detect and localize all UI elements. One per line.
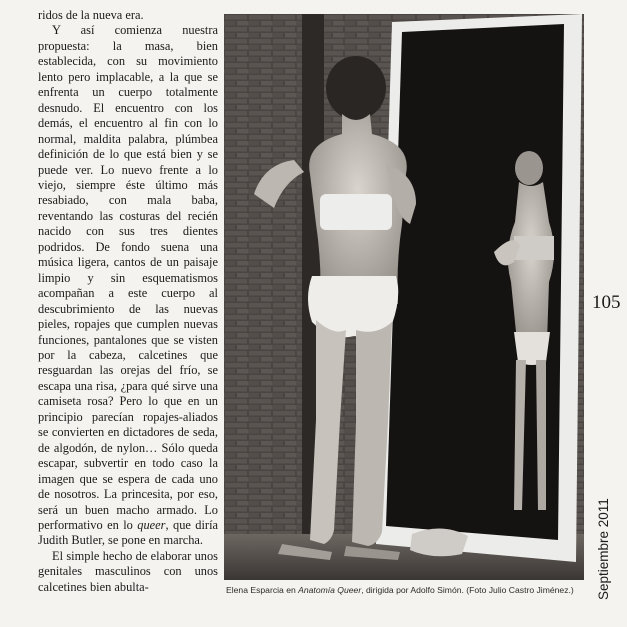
page-number: 105 [592,292,621,313]
photo-caption [226,585,586,595]
paragraph-2-tail: , que diría Judith Butler, se pone en marcha. [38,517,219,548]
caption-credit: , dirigida por Adolfo Simón. (Foto Julio Castro Jiménez.) [361,585,574,595]
body-text-column [38,8,218,595]
white-top [320,194,392,230]
paragraph-1: ridos de la nueva era. [38,8,144,22]
issue-date: Septiembre 2011 [596,498,611,600]
paragraph-2 [38,23,218,548]
paragraph-3: El simple hecho de elaborar unos genitales masculinos con unos calcetines bien abulta- [38,548,218,594]
caption-title: Anatomía Queer [298,585,362,595]
paragraph-2-italic: queer [137,517,166,532]
clothes-on-floor [410,528,468,556]
paragraph-2-text: Y así comienza nuestra propuesta: la masa, bien establecida, con su movimiento lento pero implacable, a la que se enfrenta un cuerpo totalmente desnudo. El encuentro con los demás, el encuentro al fin con lo normal, maldita palabra, plúmbea definición de lo que está bien y se puede ver. Lo nuevo frente a lo viejo, siempre éste último más resabiado, con mala baba, reventando las costuras del recién nacido con sus tres dientes podridos. De fondo suena una música ligera, cantos de un paisaje limpio y sin esquematismos acompañan a este cuerpo al descubrimiento de las nuevas pieles, ropajes que cumplen nuevas funciones, pantalones que se visten por la cabeza, calcetines que resguardan las orejas del frío, se escapa una risa, ¿para qué sirve una camiseta rosa? Pero lo que en un principio parecían ropajes-aliados se convierten en dictadores de seda, de algodón, de nylon… Sólo queda escapar, subvertir en todo caso la imagen que se espera de cada uno de nosotros. La princesita, por eso, será un buen macho armado. Lo performativo en lo [38,23,218,532]
performance-photo [224,14,584,580]
photo-illustration [224,14,584,580]
caption-text: Elena Esparcia en [226,585,299,595]
